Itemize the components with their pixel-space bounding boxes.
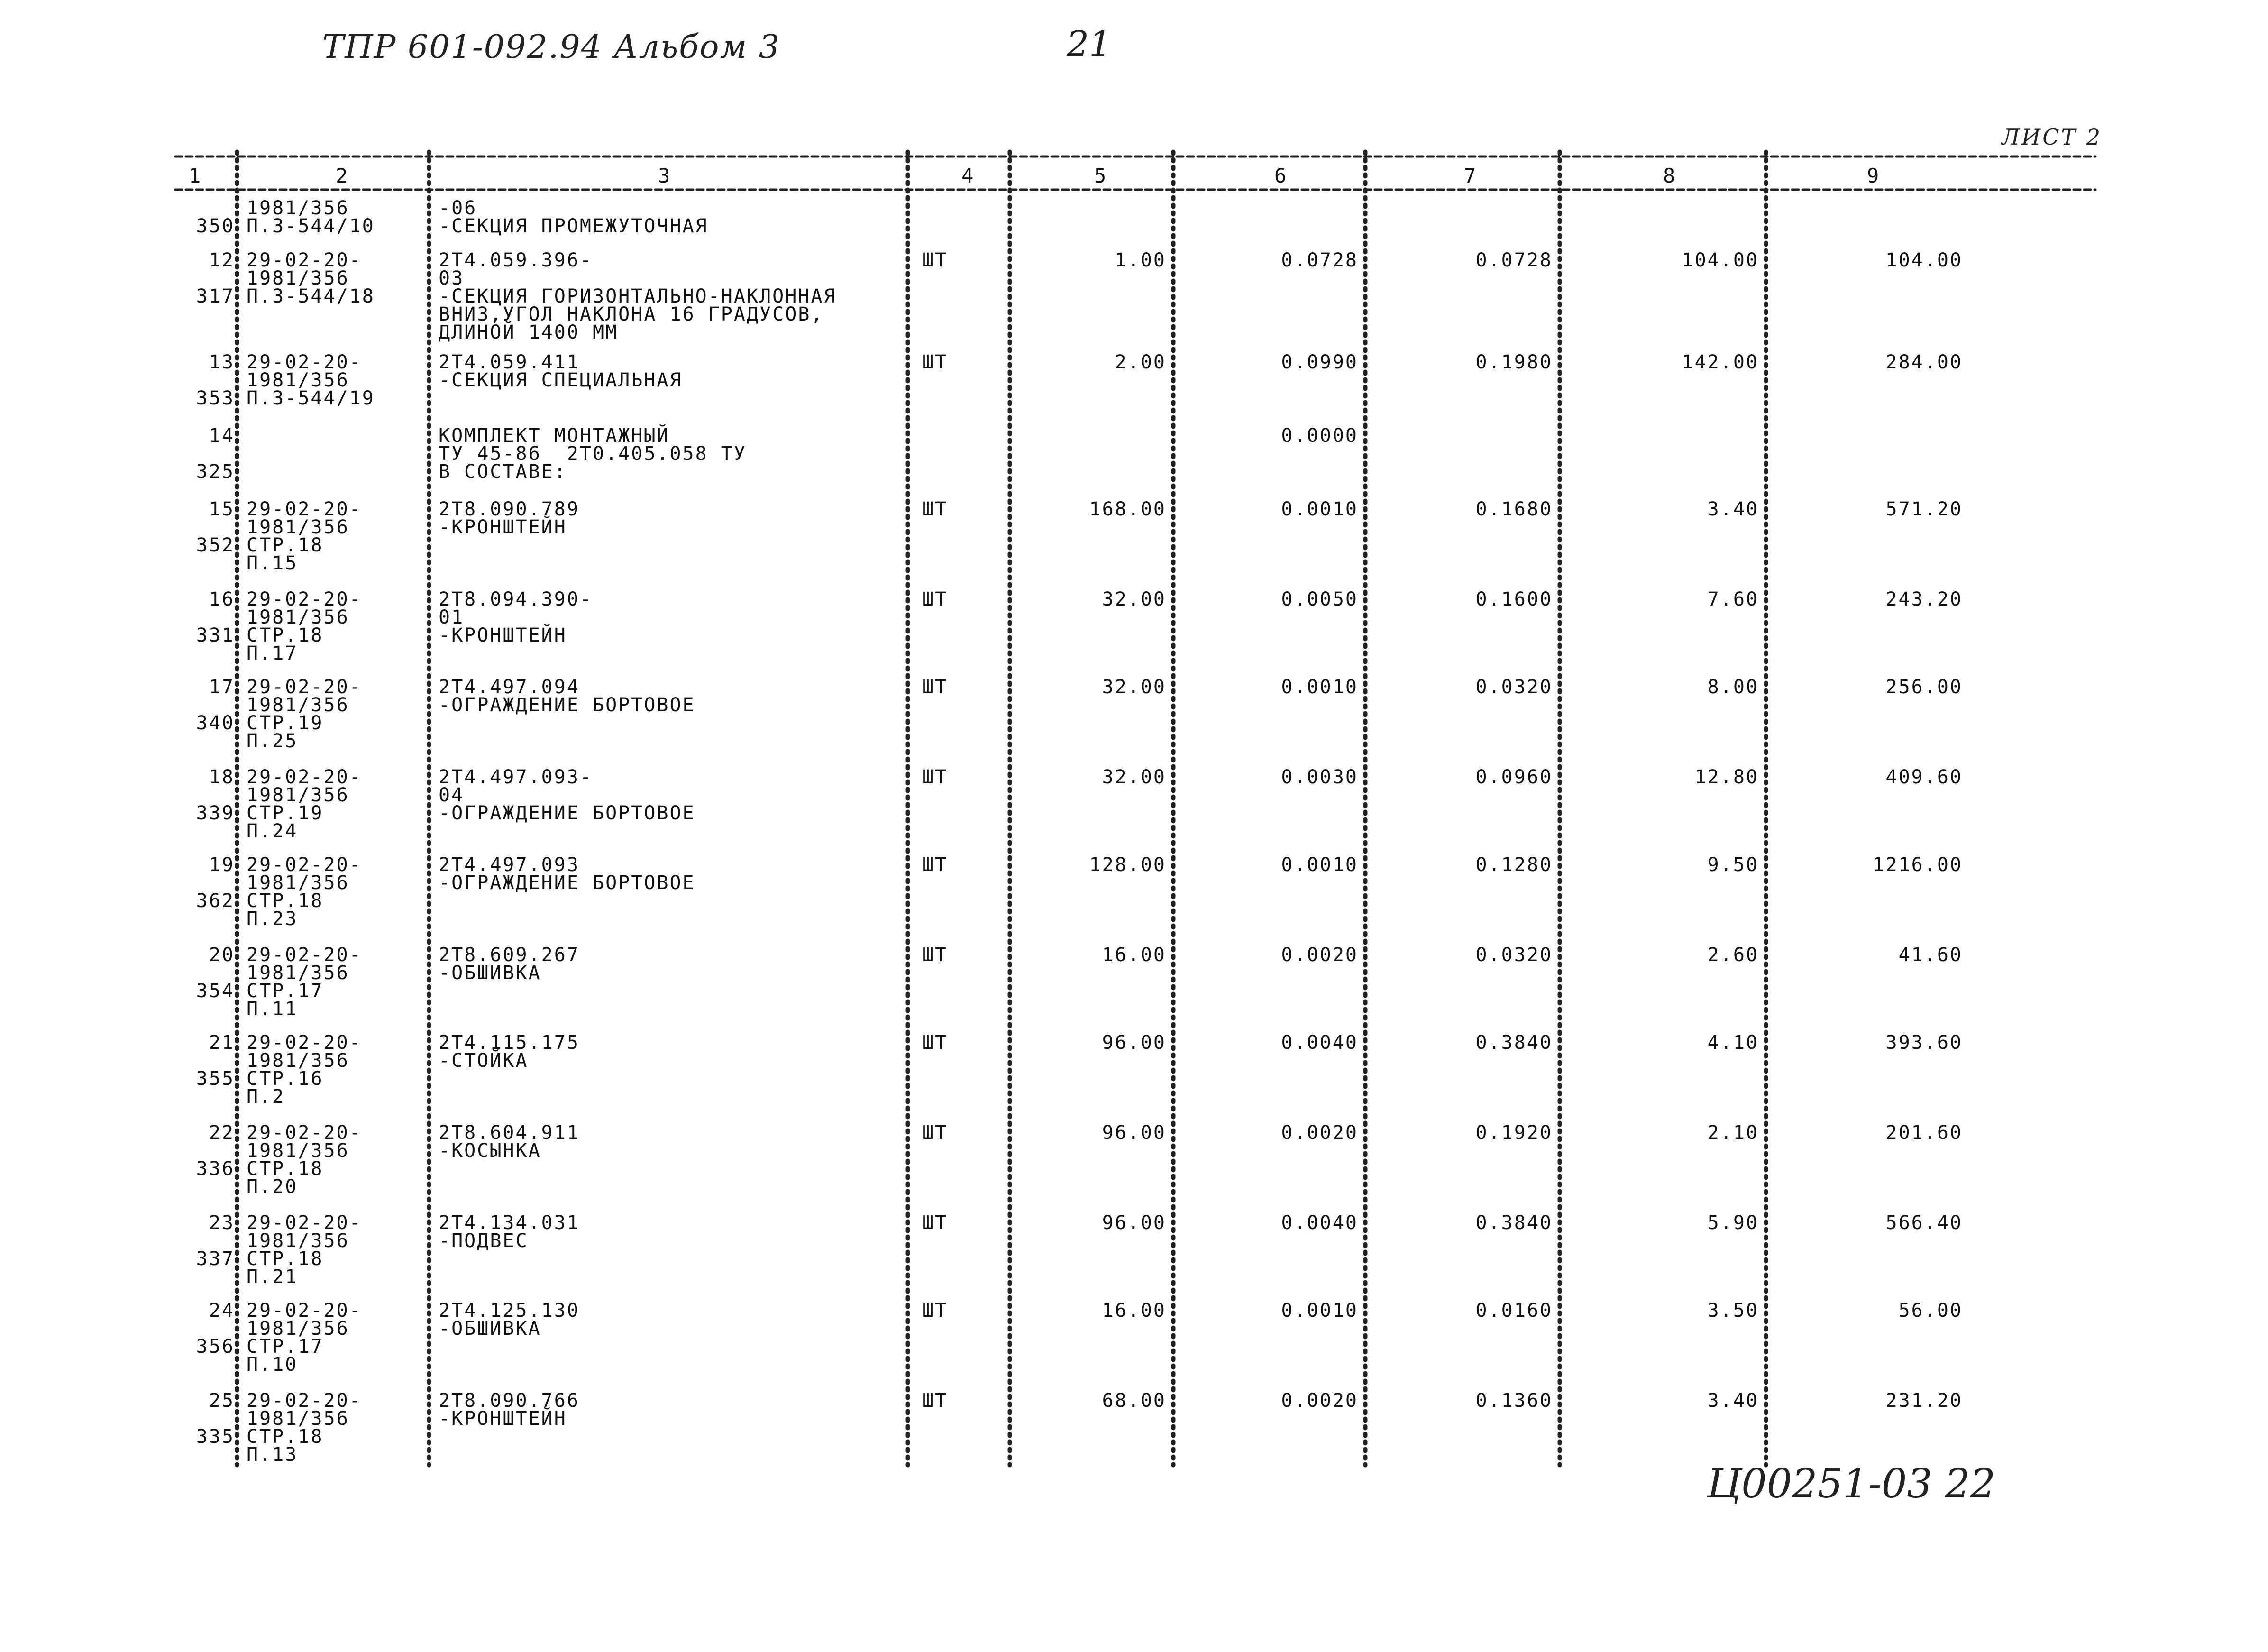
row-number: 15 (209, 498, 235, 520)
source-ref: 1981/356 (247, 197, 349, 219)
row-code: 335 (196, 1426, 235, 1448)
source-ref: 1981/356 (247, 1230, 349, 1252)
total-price: 409.60 (1885, 766, 1963, 788)
item-designation: 2Т8.604.911 (439, 1122, 580, 1144)
total-mass: 0.0960 (1475, 766, 1553, 788)
quantity: 96.00 (1102, 1032, 1166, 1054)
source-ref: П.2 (247, 1086, 285, 1108)
unit: ШТ (922, 1032, 948, 1054)
total-price: 56.00 (1898, 1300, 1963, 1322)
column-header: 2 (336, 164, 348, 187)
source-ref: 29-02-20- (247, 1390, 362, 1412)
source-ref: 1981/356 (247, 1050, 349, 1072)
column-header: 7 (1464, 164, 1476, 187)
unit-mass: 0.0010 (1281, 1300, 1358, 1322)
source-ref: 1981/356 (247, 516, 349, 538)
source-ref: СТР.18 (247, 534, 324, 556)
source-ref: СТР.17 (247, 980, 324, 1002)
item-description: В СОСТАВЕ: (439, 461, 567, 483)
sheet-label: ЛИСТ 2 (2001, 124, 2102, 150)
total-price: 41.60 (1898, 944, 1963, 966)
row-code: 317 (196, 285, 235, 307)
unit-price: 7.60 (1707, 588, 1759, 610)
source-ref: 29-02-20- (247, 1122, 362, 1144)
item-designation: -06 (439, 197, 477, 219)
row-number: 13 (209, 351, 235, 373)
unit: ШТ (922, 766, 948, 788)
column-header: 5 (1094, 164, 1107, 187)
row-code: 355 (196, 1068, 235, 1090)
quantity: 96.00 (1102, 1122, 1166, 1144)
unit-mass: 0.0010 (1281, 498, 1358, 520)
source-ref: П.3-544/19 (247, 387, 375, 409)
source-ref: 1981/356 (247, 872, 349, 894)
item-designation: 2Т4.059.396- (439, 249, 593, 271)
item-description: -ОГРАЖДЕНИЕ БОРТОВОЕ (439, 694, 695, 716)
item-description: -СЕКЦИЯ ПРОМЕЖУТОЧНАЯ (439, 215, 708, 237)
source-ref: 1981/356 (247, 1408, 349, 1430)
unit-price: 5.90 (1707, 1212, 1759, 1234)
quantity: 32.00 (1102, 676, 1166, 698)
total-mass: 0.0320 (1475, 676, 1553, 698)
total-mass: 0.1280 (1475, 854, 1553, 876)
item-description: -КРОНШТЕЙН (439, 516, 567, 538)
unit: ШТ (922, 676, 948, 698)
item-designation: 2Т8.609.267 (439, 944, 580, 966)
row-number: 350 (196, 215, 235, 237)
unit: ШТ (922, 854, 948, 876)
quantity: 68.00 (1102, 1390, 1166, 1412)
source-ref: П.21 (247, 1266, 298, 1288)
unit: ШТ (922, 1212, 948, 1234)
item-description: -ОБШИВКА (439, 962, 541, 984)
item-description: ВНИЗ,УГОЛ НАКЛОНА 16 ГРАДУСОВ, (439, 303, 824, 325)
total-price: 571.20 (1885, 498, 1963, 520)
total-mass: 0.1680 (1475, 498, 1553, 520)
source-ref: 1981/356 (247, 1318, 349, 1340)
source-ref: СТР.19 (247, 802, 324, 824)
unit: ШТ (922, 588, 948, 610)
row-number: 24 (209, 1300, 235, 1322)
unit-price: 4.10 (1707, 1032, 1759, 1054)
source-ref: СТР.19 (247, 712, 324, 734)
unit-price: 3.40 (1707, 1390, 1759, 1412)
unit-price: 2.10 (1707, 1122, 1759, 1144)
source-ref: П.13 (247, 1444, 298, 1466)
item-designation: 2Т4.134.031 (439, 1212, 580, 1234)
total-price: 393.60 (1885, 1032, 1963, 1054)
row-number: 17 (209, 676, 235, 698)
unit-price: 3.40 (1707, 498, 1759, 520)
item-designation: 2Т4.059.411 (439, 351, 580, 373)
document-title: ТПР 601-092.94 Альбом 3 (322, 28, 780, 66)
unit-mass: 0.0040 (1281, 1032, 1358, 1054)
source-ref: 29-02-20- (247, 944, 362, 966)
total-mass: 0.1360 (1475, 1390, 1553, 1412)
total-price: 243.20 (1885, 588, 1963, 610)
source-ref: П.3-544/18 (247, 285, 375, 307)
row-number: 23 (209, 1212, 235, 1234)
item-description: -КРОНШТЕЙН (439, 624, 567, 646)
source-ref: 29-02-20- (247, 766, 362, 788)
unit-price: 8.00 (1707, 676, 1759, 698)
source-ref: П.11 (247, 998, 298, 1020)
unit: ШТ (922, 351, 948, 373)
unit-price: 3.50 (1707, 1300, 1759, 1322)
item-description: -СЕКЦИЯ СПЕЦИАЛЬНАЯ (439, 369, 683, 391)
source-ref: 1981/356 (247, 962, 349, 984)
source-ref: 1981/356 (247, 267, 349, 289)
quantity: 32.00 (1102, 766, 1166, 788)
item-description: -СЕКЦИЯ ГОРИЗОНТАЛЬНО-НАКЛОННАЯ (439, 285, 837, 307)
total-mass: 0.0728 (1475, 249, 1553, 271)
total-price: 284.00 (1885, 351, 1963, 373)
quantity: 96.00 (1102, 1212, 1166, 1234)
item-description: 03 (439, 267, 465, 289)
row-number: 18 (209, 766, 235, 788)
total-mass: 0.1920 (1475, 1122, 1553, 1144)
unit: ШТ (922, 498, 948, 520)
source-ref: 29-02-20- (247, 854, 362, 876)
row-code: 353 (196, 387, 235, 409)
total-price: 256.00 (1885, 676, 1963, 698)
item-description: 01 (439, 606, 465, 628)
row-number: 12 (209, 249, 235, 271)
row-code: 336 (196, 1158, 235, 1180)
total-mass: 0.3840 (1475, 1212, 1553, 1234)
page-number: 21 (1067, 24, 1112, 64)
source-ref: П.10 (247, 1354, 298, 1376)
source-ref: СТР.17 (247, 1336, 324, 1358)
item-description: -КОСЫНКА (439, 1140, 541, 1162)
source-ref: 29-02-20- (247, 588, 362, 610)
source-ref: 29-02-20- (247, 676, 362, 698)
unit-mass: 0.0010 (1281, 676, 1358, 698)
item-description: ДЛИНОЙ 1400 ММ (439, 321, 619, 343)
source-ref: П.20 (247, 1176, 298, 1198)
item-description: -КРОНШТЕЙН (439, 1408, 567, 1430)
unit: ШТ (922, 944, 948, 966)
row-number: 14 (209, 425, 235, 447)
source-ref: 1981/356 (247, 369, 349, 391)
unit-mass: 0.0020 (1281, 944, 1358, 966)
row-number: 20 (209, 944, 235, 966)
unit-mass: 0.0020 (1281, 1390, 1358, 1412)
column-header: 8 (1663, 164, 1675, 187)
total-price: 201.60 (1885, 1122, 1963, 1144)
source-ref: 29-02-20- (247, 498, 362, 520)
unit-price: 12.80 (1694, 766, 1759, 788)
item-designation: 2Т4.497.093- (439, 766, 593, 788)
row-code: 356 (196, 1336, 235, 1358)
item-designation: 2Т4.497.094 (439, 676, 580, 698)
source-ref: П.3-544/10 (247, 215, 375, 237)
total-mass: 0.1600 (1475, 588, 1553, 610)
source-ref: СТР.18 (247, 1158, 324, 1180)
unit: ШТ (922, 1300, 948, 1322)
source-ref: 29-02-20- (247, 1212, 362, 1234)
quantity: 2.00 (1115, 351, 1166, 373)
source-ref: СТР.18 (247, 624, 324, 646)
column-header: 1 (189, 164, 201, 187)
source-ref: П.23 (247, 908, 298, 930)
source-ref: СТР.16 (247, 1068, 324, 1090)
unit-mass: 0.0030 (1281, 766, 1358, 788)
row-code: 325 (196, 461, 235, 483)
row-code: 340 (196, 712, 235, 734)
row-code: 352 (196, 534, 235, 556)
unit: ШТ (922, 1390, 948, 1412)
item-designation: 2Т4.497.093 (439, 854, 580, 876)
unit-price: 142.00 (1682, 351, 1759, 373)
item-description: -ОГРАЖДЕНИЕ БОРТОВОЕ (439, 802, 695, 824)
source-ref: 29-02-20- (247, 1300, 362, 1322)
item-designation: 2Т8.094.390- (439, 588, 593, 610)
row-number: 22 (209, 1122, 235, 1144)
quantity: 168.00 (1089, 498, 1166, 520)
row-code: 337 (196, 1248, 235, 1270)
unit-mass: 0.0040 (1281, 1212, 1358, 1234)
source-ref: 1981/356 (247, 694, 349, 716)
quantity: 1.00 (1115, 249, 1166, 271)
unit-mass: 0.0990 (1281, 351, 1358, 373)
row-code: 354 (196, 980, 235, 1002)
total-price: 566.40 (1885, 1212, 1963, 1234)
unit: ШТ (922, 1122, 948, 1144)
item-description: -СТОЙКА (439, 1050, 529, 1072)
total-mass: 0.1980 (1475, 351, 1553, 373)
column-header: 6 (1274, 164, 1287, 187)
column-header: 3 (658, 164, 670, 187)
total-mass: 0.3840 (1475, 1032, 1553, 1054)
row-code: 339 (196, 802, 235, 824)
item-designation: 2Т4.115.175 (439, 1032, 580, 1054)
unit-mass: 0.0050 (1281, 588, 1358, 610)
item-description: -ПОДВЕС (439, 1230, 529, 1252)
item-designation: 2Т8.090.789 (439, 498, 580, 520)
row-number: 16 (209, 588, 235, 610)
quantity: 16.00 (1102, 944, 1166, 966)
unit-mass: 0.0010 (1281, 854, 1358, 876)
item-designation: 2Т4.125.130 (439, 1300, 580, 1322)
row-number: 19 (209, 854, 235, 876)
total-price: 231.20 (1885, 1390, 1963, 1412)
unit-price: 9.50 (1707, 854, 1759, 876)
item-designation: КОМПЛЕКТ МОНТАЖНЫЙ (439, 425, 670, 447)
column-header: 9 (1867, 164, 1879, 187)
source-ref: СТР.18 (247, 1426, 324, 1448)
source-ref: 29-02-20- (247, 351, 362, 373)
quantity: 32.00 (1102, 588, 1166, 610)
unit-mass: 0.0020 (1281, 1122, 1358, 1144)
source-ref: 29-02-20- (247, 249, 362, 271)
item-description: ТУ 45-86 2Т0.405.058 ТУ (439, 443, 747, 465)
item-description: -ОГРАЖДЕНИЕ БОРТОВОЕ (439, 872, 695, 894)
total-price: 1216.00 (1873, 854, 1963, 876)
total-price: 104.00 (1885, 249, 1963, 271)
row-code: 331 (196, 624, 235, 646)
row-number: 25 (209, 1390, 235, 1412)
column-header: 4 (961, 164, 974, 187)
quantity: 128.00 (1089, 854, 1166, 876)
item-description: 04 (439, 784, 465, 806)
unit-price: 2.60 (1707, 944, 1759, 966)
source-ref: СТР.18 (247, 1248, 324, 1270)
row-number: 21 (209, 1032, 235, 1054)
footer-code: Ц00251-03 22 (1707, 1460, 1996, 1507)
quantity: 16.00 (1102, 1300, 1166, 1322)
source-ref: 1981/356 (247, 1140, 349, 1162)
source-ref: П.15 (247, 552, 298, 574)
unit: ШТ (922, 249, 948, 271)
unit-mass: 0.0000 (1281, 425, 1358, 447)
source-ref: П.24 (247, 820, 298, 842)
source-ref: П.25 (247, 730, 298, 752)
source-ref: 29-02-20- (247, 1032, 362, 1054)
source-ref: 1981/356 (247, 784, 349, 806)
unit-price: 104.00 (1682, 249, 1759, 271)
total-mass: 0.0320 (1475, 944, 1553, 966)
source-ref: СТР.18 (247, 890, 324, 912)
item-designation: 2Т8.090.766 (439, 1390, 580, 1412)
unit-mass: 0.0728 (1281, 249, 1358, 271)
source-ref: П.17 (247, 642, 298, 664)
item-description: -ОБШИВКА (439, 1318, 541, 1340)
row-code: 362 (196, 890, 235, 912)
source-ref: 1981/356 (247, 606, 349, 628)
total-mass: 0.0160 (1475, 1300, 1553, 1322)
